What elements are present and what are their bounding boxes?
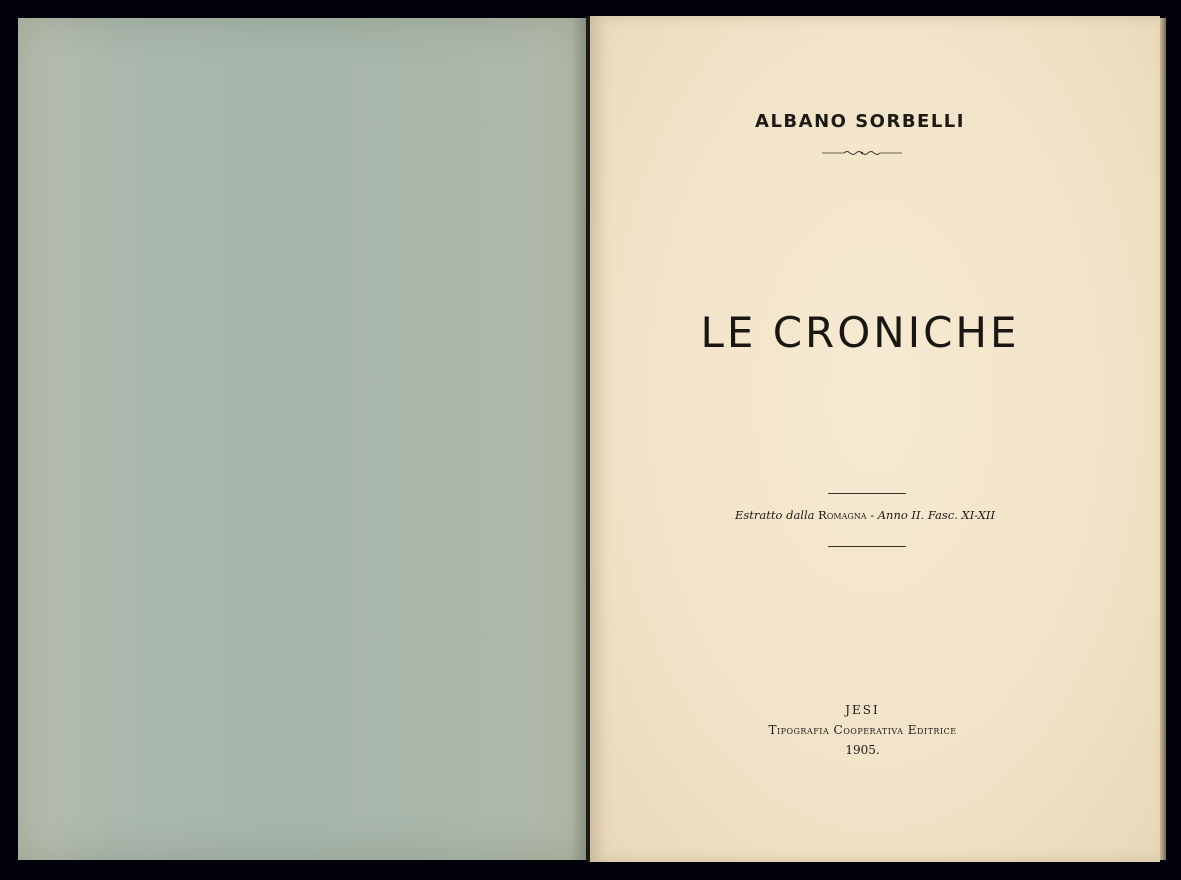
ornament-divider-icon — [822, 150, 902, 156]
rule-top — [828, 493, 906, 494]
imprint — [590, 700, 1135, 760]
imprint-year: 1905. — [845, 743, 880, 757]
title-page-content — [590, 16, 1160, 862]
author-name: ALBANO SORBELLI — [755, 111, 965, 132]
imprint-publisher: Tipografia Cooperativa Editrice — [768, 723, 957, 737]
extract-prefix: Estratto dalla — [734, 508, 815, 522]
book-title: LE CRONICHE — [700, 308, 1020, 357]
rule-bottom — [828, 546, 906, 547]
extract-journal: Romagna — [818, 508, 867, 522]
page-edge — [1160, 18, 1166, 860]
imprint-city: JESI — [845, 703, 880, 717]
title-page — [590, 16, 1160, 862]
extract-line — [590, 508, 1140, 522]
extract-details: - Anno II. Fasc. XI-XII — [870, 508, 996, 522]
left-page-blank-cover — [18, 18, 586, 860]
